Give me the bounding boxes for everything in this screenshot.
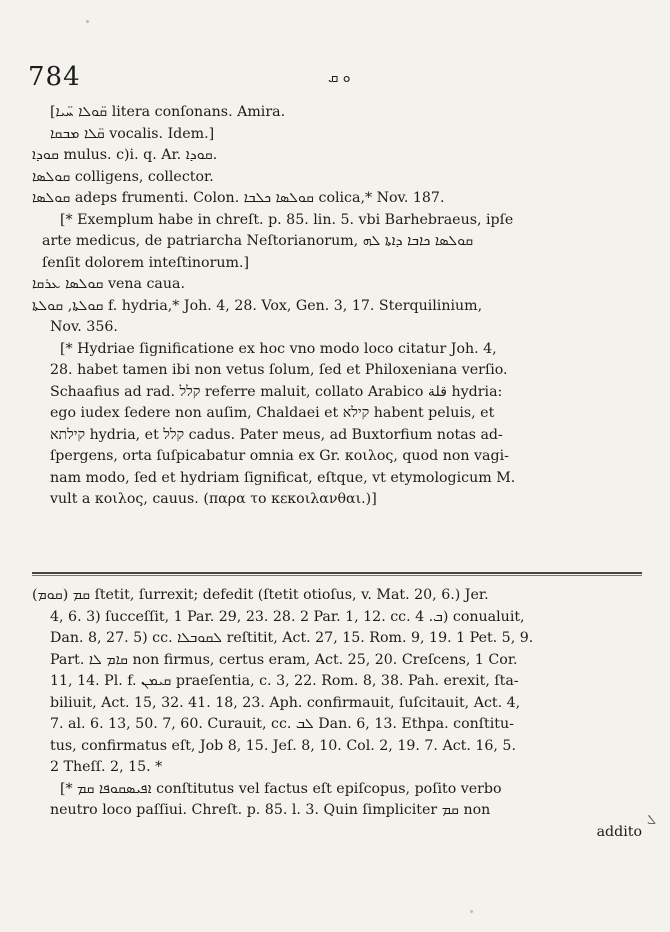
entry-line: Part. ܩܐܡ ܠܐ non firmus, certus eram, Act. 25, 20. Creſcens, 1 Cor.: [50, 651, 518, 668]
entry-line: 11, 14. Pl. f. ܩܝܡܢ praeſentia, c. 3, 22. Rom. 8, 38. Pah. erexit, ſta-: [50, 673, 519, 689]
entry-line: (ܩܘܡ) ܩܡ ſtetit, ſurrexit; defedit (ſtetit otioſus, v. Mat. 20, 6.) Jer.: [32, 587, 489, 603]
entry-line: [ܩ̈ܘܠܐ ܚ̈ܝܐ litera conſonans. Amira.: [50, 104, 286, 120]
entries-block-1: [32, 102, 642, 511]
entry-line: [* Exemplum habe in chreſt. p. 85. lin. 5. vbi Barhebraeus, ipſe: [60, 211, 514, 228]
entry-line: addito: [596, 823, 642, 840]
margin-mark: ܠ: [646, 812, 656, 828]
entry-line: Dan. 8, 27. 5) cc. ܠܩܘܒܠܐ reſtitit, Act. 27, 15. Rom. 9, 19. 1 Pet. 5, 9.: [50, 630, 534, 646]
entry-line: nam modo, ſed et hydriam ſignificat, eſtque, vt etymologicum M.: [50, 469, 516, 486]
page-number: 784: [28, 62, 81, 92]
entry-line: ܩܘܠܬܐ, ܩܘܠܬܐ f. hydria,* Joh. 4, 28. Vox, Gen. 3, 17. Sterquilinium,: [32, 297, 483, 314]
entries-block-2: [32, 585, 642, 843]
entry-line: vult a κοιλος, cauus. (παρα το κεκοιλανθαι.)]: [50, 491, 377, 507]
entry-line: arte medicus, de patriarcha Neſtorianorum, ܩܘܠܣܐ ܟܐܒܐ ܕܐܬܐ ܠܗ: [42, 233, 474, 249]
entry-line: 7. al. 6. 13, 50. 7, 60. Curauit, cc. ܠܒ Dan. 6, 13. Ethpa. conſtitu-: [50, 716, 514, 732]
entry-line: ܩܘܠܣܐ colligens, collector.: [32, 168, 214, 185]
entry-line: ſpergens, orta ſuſpicabatur omnia ex Gr. κοιλος, quod non vagi-: [50, 448, 509, 464]
running-head: ܘ ܩ: [328, 70, 351, 86]
scan-speck: [470, 910, 473, 913]
entry-line: ego iudex ſedere non auſim, Chaldaei et קילא habent peluis, et: [50, 405, 495, 421]
entry-line: [* Hydriae ſignificatione ex hoc vno modo loco citatur Joh. 4,: [60, 340, 497, 357]
entry-line: ܩ̈ܠܐ ܡܒܩܐ vocalis. Idem.]: [50, 125, 215, 142]
entry-line: tus, confirmatus eſt, Job 8, 15. Jeſ. 8, 10. Col. 2, 19. 7. Act. 16, 5.: [50, 737, 516, 754]
scan-speck: [86, 20, 89, 23]
entry-line: [* ܐܦܝܣܩܘܦܐ ܩܡ conſtitutus vel factus eſt epiſcopus, poſito verbo: [60, 780, 502, 797]
entry-line: קילתא hydria, et קלל cadus. Pater meus, ad Buxtorfium notas ad-: [50, 426, 503, 443]
entry-line: 4, 6. 3) ſucceſſit, 1 Par. 29, 23. 28. 2 Par. 1, 12. cc. ܒ. 4) conualuit,: [50, 608, 525, 625]
entry-line: ܩܘܠܣܐ ܥܪܩܐ vena caua.: [32, 276, 185, 292]
entry-line: ܩܘܕܐ mulus. c)i. q. Ar. ܩܘܕܐ.: [32, 147, 218, 163]
entry-line: 2 Theſſ. 2, 15. *: [50, 759, 163, 775]
section-divider: [32, 572, 642, 574]
entry-line: ſenſit dolorem inteſtinorum.]: [42, 254, 249, 271]
entry-line: Schaafius ad rad. קלל referre maluit, collato Arabico قلة hydria:: [50, 383, 503, 400]
entry-line: Nov. 356.: [50, 319, 118, 335]
entry-line: neutro loco paſſiui. Chreſt. p. 85. l. 3. Quin ſimpliciter ܩܡ non: [50, 802, 491, 818]
section-divider-thin: [32, 575, 642, 576]
entry-line: 28. habet tamen ibi non vetus ſolum, ſed et Philoxeniana verſio.: [50, 362, 508, 378]
entry-line: ܩܘܠܣܐ adeps frumenti. Colon. ܩܘܠܣܐ ܟܠܒܐ colica,* Nov. 187.: [32, 190, 445, 206]
page-header: [28, 62, 630, 94]
entry-line: biliuit, Act. 15, 32. 41. 18, 23. Aph. confirmauit, ſuſcitauit, Act. 4,: [50, 694, 521, 711]
